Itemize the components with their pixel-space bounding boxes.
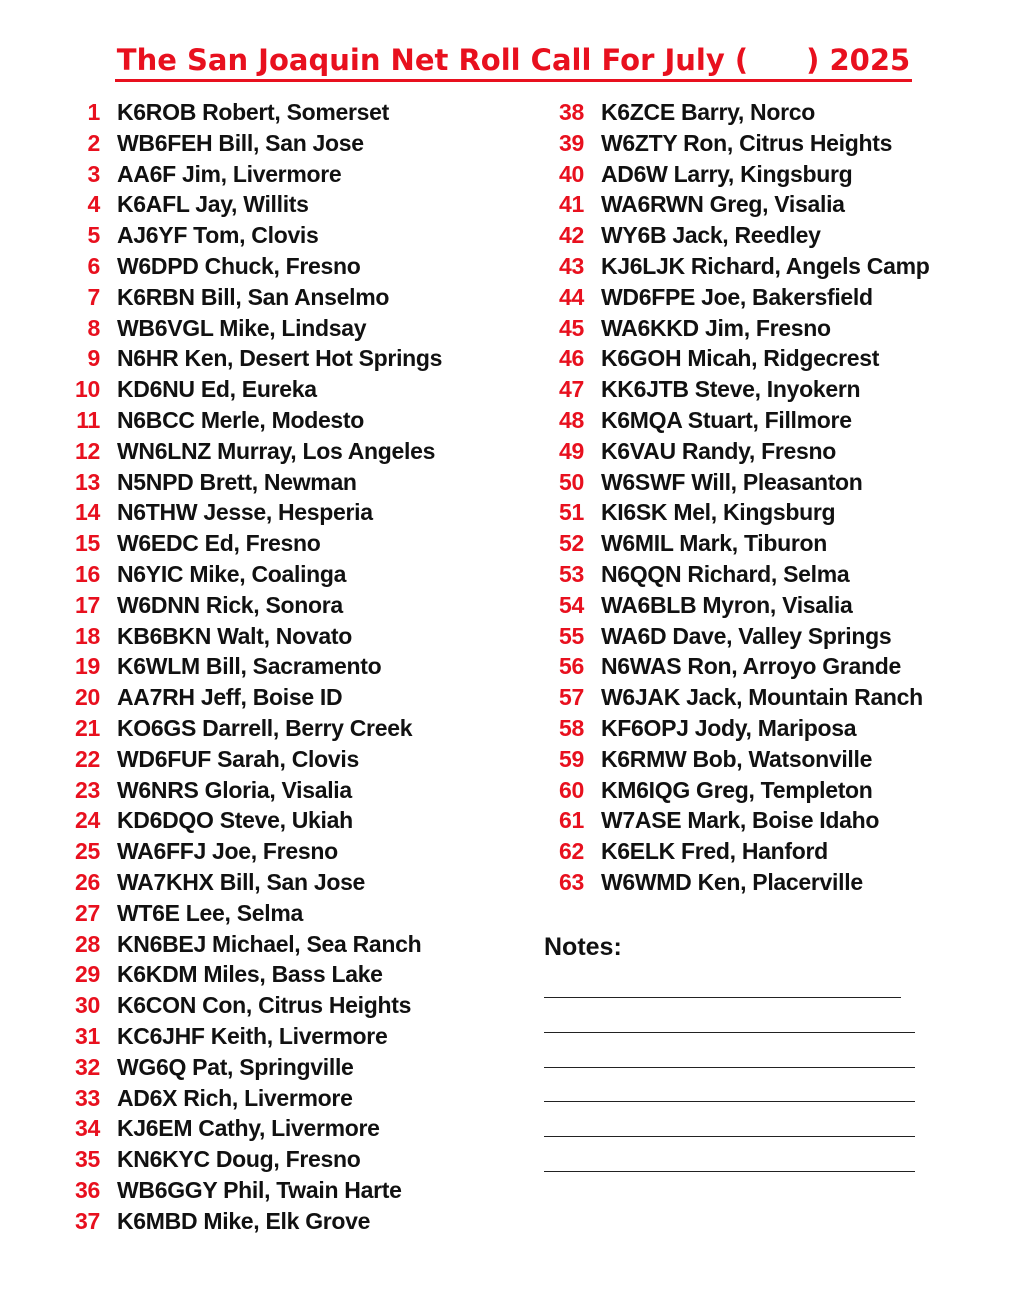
notes-blank-line bbox=[544, 1032, 915, 1033]
roll-call-row bbox=[56, 713, 496, 744]
roll-call-number: 57 bbox=[559, 684, 584, 711]
roll-call-entry: KK6JTB Steve, Inyokern bbox=[601, 376, 861, 403]
roll-call-row bbox=[540, 651, 980, 682]
roll-call-number: 8 bbox=[87, 314, 100, 341]
roll-call-number: 45 bbox=[559, 314, 584, 341]
roll-call-entry: KM6IQG Greg, Templeton bbox=[601, 776, 873, 803]
roll-call-row bbox=[56, 313, 496, 344]
roll-call-number: 14 bbox=[75, 499, 100, 526]
roll-call-row bbox=[56, 497, 496, 528]
roll-call-entry: WT6E Lee, Selma bbox=[117, 899, 303, 926]
roll-call-row bbox=[540, 744, 980, 775]
roll-call-entry: KF6OPJ Jody, Mariposa bbox=[601, 714, 857, 741]
roll-call-row bbox=[56, 128, 496, 159]
roll-call-number: 23 bbox=[75, 776, 100, 803]
roll-call-row bbox=[56, 590, 496, 621]
roll-call-row bbox=[56, 1052, 496, 1083]
page-title bbox=[0, 38, 1027, 82]
roll-call-entry: KD6NU Ed, Eureka bbox=[117, 376, 317, 403]
roll-call-entry: W6DPD Chuck, Fresno bbox=[117, 252, 361, 279]
roll-call-row bbox=[56, 374, 496, 405]
roll-call-row bbox=[540, 682, 980, 713]
roll-call-entry: W6JAK Jack, Mountain Ranch bbox=[601, 684, 923, 711]
roll-call-entry: W6MIL Mark, Tiburon bbox=[601, 530, 828, 557]
roll-call-number: 46 bbox=[559, 345, 584, 372]
roll-call-entry: W6SWF Will, Pleasanton bbox=[601, 468, 863, 495]
roll-call-entry: WA7KHX Bill, San Jose bbox=[117, 868, 366, 895]
roll-call-number: 16 bbox=[75, 560, 100, 587]
roll-call-row bbox=[56, 651, 496, 682]
roll-call-row bbox=[56, 1021, 496, 1052]
roll-call-entry: WA6KKD Jim, Fresno bbox=[601, 314, 831, 341]
roll-call-row bbox=[56, 621, 496, 652]
roll-call-row bbox=[56, 251, 496, 282]
notes-blank-line bbox=[544, 1171, 915, 1172]
roll-call-number: 40 bbox=[559, 160, 584, 187]
roll-call-number: 56 bbox=[559, 653, 584, 680]
roll-call-row bbox=[56, 775, 496, 806]
roll-call-entry: KB6BKN Walt, Novato bbox=[117, 622, 352, 649]
roll-call-entry: K6VAU Randy, Fresno bbox=[601, 437, 836, 464]
roll-call-number: 17 bbox=[75, 591, 100, 618]
roll-call-number: 11 bbox=[76, 406, 100, 433]
roll-call-row bbox=[56, 559, 496, 590]
roll-call-number: 28 bbox=[75, 930, 100, 957]
notes-label: Notes: bbox=[544, 933, 622, 961]
roll-call-number: 32 bbox=[75, 1053, 100, 1080]
roll-call-row bbox=[56, 1083, 496, 1114]
roll-call-row bbox=[540, 805, 980, 836]
roll-call-row bbox=[540, 467, 980, 498]
roll-call-right-column bbox=[540, 97, 980, 898]
notes-blank-line bbox=[544, 997, 901, 998]
roll-call-entry: WG6Q Pat, Springville bbox=[117, 1053, 354, 1080]
roll-call-entry: AD6W Larry, Kingsburg bbox=[601, 160, 853, 187]
roll-call-number: 54 bbox=[559, 591, 584, 618]
roll-call-row bbox=[56, 867, 496, 898]
roll-call-number: 33 bbox=[75, 1084, 100, 1111]
notes-blank-line bbox=[544, 1136, 915, 1137]
roll-call-number: 42 bbox=[559, 222, 584, 249]
title-text-before: The San Joaquin Net Roll Call For July ( bbox=[116, 43, 749, 77]
roll-call-number: 37 bbox=[75, 1207, 100, 1234]
roll-call-entry: KI6SK Mel, Kingsburg bbox=[601, 499, 836, 526]
roll-call-number: 4 bbox=[87, 191, 100, 218]
roll-call-entry: W6WMD Ken, Placerville bbox=[601, 868, 863, 895]
roll-call-row bbox=[540, 374, 980, 405]
roll-call-entry: N6HR Ken, Desert Hot Springs bbox=[117, 345, 443, 372]
roll-call-number: 19 bbox=[75, 653, 100, 680]
roll-call-number: 24 bbox=[75, 807, 100, 834]
roll-call-number: 62 bbox=[559, 838, 584, 865]
roll-call-number: 13 bbox=[75, 468, 100, 495]
roll-call-entry: N6BCC Merle, Modesto bbox=[117, 406, 365, 433]
roll-call-number: 29 bbox=[75, 961, 100, 988]
roll-call-row bbox=[540, 836, 980, 867]
roll-call-entry: K6ZCE Barry, Norco bbox=[601, 99, 816, 125]
roll-call-entry: WB6FEH Bill, San Jose bbox=[117, 129, 364, 156]
roll-call-number: 27 bbox=[75, 899, 100, 926]
roll-call-number: 55 bbox=[559, 622, 584, 649]
roll-call-number: 53 bbox=[559, 560, 584, 587]
roll-call-number: 60 bbox=[559, 776, 584, 803]
roll-call-entry: K6RBN Bill, San Anselmo bbox=[117, 283, 390, 310]
roll-call-entry: W6NRS Gloria, Visalia bbox=[117, 776, 352, 803]
roll-call-number: 47 bbox=[559, 376, 584, 403]
roll-call-entry: WB6GGY Phil, Twain Harte bbox=[117, 1176, 402, 1203]
roll-call-row bbox=[56, 436, 496, 467]
roll-call-number: 5 bbox=[87, 222, 100, 249]
roll-call-row bbox=[540, 282, 980, 313]
roll-call-entry: K6MQA Stuart, Fillmore bbox=[601, 406, 852, 433]
roll-call-row bbox=[56, 898, 496, 929]
roll-call-row bbox=[56, 343, 496, 374]
roll-call-number: 2 bbox=[87, 129, 100, 156]
roll-call-entry: W6DNN Rick, Sonora bbox=[117, 591, 343, 618]
roll-call-number: 10 bbox=[75, 376, 100, 403]
notes-blank-line bbox=[544, 1067, 915, 1068]
roll-call-row bbox=[56, 282, 496, 313]
roll-call-entry: WD6FPE Joe, Bakersfield bbox=[601, 283, 873, 310]
roll-call-entry: K6AFL Jay, Willits bbox=[117, 191, 309, 218]
roll-call-number: 1 bbox=[87, 99, 100, 125]
roll-call-entry: WA6RWN Greg, Visalia bbox=[601, 191, 845, 218]
roll-call-entry: N6YIC Mike, Coalinga bbox=[117, 560, 347, 587]
roll-call-row bbox=[540, 159, 980, 190]
roll-call-entry: AD6X Rich, Livermore bbox=[117, 1084, 353, 1111]
roll-call-number: 21 bbox=[75, 714, 100, 741]
roll-call-number: 35 bbox=[75, 1146, 100, 1173]
roll-call-row bbox=[540, 590, 980, 621]
roll-call-row bbox=[56, 405, 496, 436]
roll-call-number: 44 bbox=[559, 283, 584, 310]
roll-call-number: 63 bbox=[559, 868, 584, 895]
roll-call-number: 39 bbox=[559, 129, 584, 156]
roll-call-number: 3 bbox=[87, 160, 100, 187]
roll-call-entry: K6ELK Fred, Hanford bbox=[601, 838, 828, 865]
roll-call-number: 12 bbox=[75, 437, 100, 464]
roll-call-entry: KD6DQO Steve, Ukiah bbox=[117, 807, 353, 834]
roll-call-entry: AA7RH Jeff, Boise ID bbox=[117, 684, 343, 711]
roll-call-number: 41 bbox=[559, 191, 584, 218]
roll-call-entry: K6GOH Micah, Ridgecrest bbox=[601, 345, 880, 372]
roll-call-number: 20 bbox=[75, 684, 100, 711]
page-title-underlined bbox=[115, 41, 912, 82]
roll-call-number: 58 bbox=[559, 714, 584, 741]
roll-call-number: 38 bbox=[559, 99, 584, 125]
roll-call-row bbox=[56, 1175, 496, 1206]
title-text-after: ) 2025 bbox=[806, 43, 911, 77]
roll-call-row bbox=[540, 497, 980, 528]
roll-call-entry: K6MBD Mike, Elk Grove bbox=[117, 1207, 371, 1234]
roll-call-entry: K6CON Con, Citrus Heights bbox=[117, 992, 412, 1019]
roll-call-row bbox=[540, 621, 980, 652]
roll-call-number: 49 bbox=[559, 437, 584, 464]
roll-call-row bbox=[56, 189, 496, 220]
roll-call-row bbox=[540, 559, 980, 590]
roll-call-row bbox=[540, 97, 980, 128]
roll-call-entry: WA6D Dave, Valley Springs bbox=[601, 622, 892, 649]
roll-call-row bbox=[540, 128, 980, 159]
roll-call-entry: WD6FUF Sarah, Clovis bbox=[117, 745, 359, 772]
roll-call-entry: N6WAS Ron, Arroyo Grande bbox=[601, 653, 901, 680]
roll-call-row bbox=[56, 990, 496, 1021]
roll-call-row bbox=[56, 528, 496, 559]
roll-call-row bbox=[540, 313, 980, 344]
roll-call-row bbox=[56, 1206, 496, 1237]
roll-call-row bbox=[56, 959, 496, 990]
roll-call-number: 52 bbox=[559, 530, 584, 557]
roll-call-entry: KO6GS Darrell, Berry Creek bbox=[117, 714, 413, 741]
roll-call-row bbox=[540, 343, 980, 374]
roll-call-row bbox=[540, 436, 980, 467]
roll-call-entry: K6RMW Bob, Watsonville bbox=[601, 745, 873, 772]
roll-call-entry: W7ASE Mark, Boise Idaho bbox=[601, 807, 880, 834]
roll-call-entry: N6THW Jesse, Hesperia bbox=[117, 499, 373, 526]
roll-call-row bbox=[56, 220, 496, 251]
roll-call-number: 31 bbox=[75, 1022, 100, 1049]
roll-call-row bbox=[56, 744, 496, 775]
roll-call-row bbox=[540, 528, 980, 559]
roll-call-row bbox=[56, 97, 496, 128]
roll-call-entry: W6ZTY Ron, Citrus Heights bbox=[601, 129, 893, 156]
roll-call-row bbox=[56, 467, 496, 498]
notes-blank-line bbox=[544, 1101, 915, 1102]
roll-call-number: 34 bbox=[75, 1115, 100, 1142]
roll-call-number: 6 bbox=[87, 252, 100, 279]
roll-call-row bbox=[56, 1113, 496, 1144]
roll-call-entry: W6EDC Ed, Fresno bbox=[117, 530, 321, 557]
roll-call-row bbox=[540, 867, 980, 898]
roll-call-row bbox=[540, 251, 980, 282]
roll-call-entry: AA6F Jim, Livermore bbox=[117, 160, 342, 187]
roll-call-row bbox=[540, 713, 980, 744]
roll-call-number: 59 bbox=[559, 745, 584, 772]
roll-call-row bbox=[540, 220, 980, 251]
roll-call-row bbox=[540, 405, 980, 436]
roll-call-entry: WA6FFJ Joe, Fresno bbox=[117, 838, 338, 865]
roll-call-entry: KJ6EM Cathy, Livermore bbox=[117, 1115, 380, 1142]
roll-call-entry: WB6VGL Mike, Lindsay bbox=[117, 314, 367, 341]
roll-call-number: 36 bbox=[75, 1176, 100, 1203]
roll-call-number: 43 bbox=[559, 252, 584, 279]
roll-call-number: 50 bbox=[559, 468, 584, 495]
roll-call-entry: KN6BEJ Michael, Sea Ranch bbox=[117, 930, 422, 957]
roll-call-number: 26 bbox=[75, 868, 100, 895]
roll-call-number: 9 bbox=[87, 345, 100, 372]
roll-call-number: 51 bbox=[559, 499, 584, 526]
roll-call-entry: N5NPD Brett, Newman bbox=[117, 468, 357, 495]
roll-call-entry: K6WLM Bill, Sacramento bbox=[117, 653, 382, 680]
roll-call-entry: KN6KYC Doug, Fresno bbox=[117, 1146, 361, 1173]
roll-call-number: 22 bbox=[75, 745, 100, 772]
roll-call-row bbox=[56, 836, 496, 867]
roll-call-entry: WA6BLB Myron, Visalia bbox=[601, 591, 853, 618]
roll-call-row bbox=[56, 929, 496, 960]
roll-call-number: 7 bbox=[87, 283, 100, 310]
roll-call-entry: AJ6YF Tom, Clovis bbox=[117, 222, 319, 249]
roll-call-entry: KJ6LJK Richard, Angels Camp bbox=[601, 252, 930, 279]
roll-call-row bbox=[56, 682, 496, 713]
roll-call-row bbox=[56, 1144, 496, 1175]
roll-call-entry: N6QQN Richard, Selma bbox=[601, 560, 850, 587]
roll-call-number: 30 bbox=[75, 992, 100, 1019]
roll-call-row bbox=[540, 775, 980, 806]
roll-call-entry: KC6JHF Keith, Livermore bbox=[117, 1022, 388, 1049]
roll-call-row bbox=[56, 805, 496, 836]
roll-call-row bbox=[540, 189, 980, 220]
roll-call-number: 48 bbox=[559, 406, 584, 433]
roll-call-number: 15 bbox=[75, 530, 100, 557]
roll-call-entry: WY6B Jack, Reedley bbox=[601, 222, 821, 249]
roll-call-entry: K6ROB Robert, Somerset bbox=[117, 99, 390, 125]
roll-call-entry: WN6LNZ Murray, Los Angeles bbox=[117, 437, 436, 464]
roll-call-number: 25 bbox=[75, 838, 100, 865]
roll-call-number: 61 bbox=[559, 807, 584, 834]
roll-call-entry: K6KDM Miles, Bass Lake bbox=[117, 961, 383, 988]
roll-call-number: 18 bbox=[75, 622, 100, 649]
roll-call-row bbox=[56, 159, 496, 190]
roll-call-left-column bbox=[56, 97, 496, 1236]
